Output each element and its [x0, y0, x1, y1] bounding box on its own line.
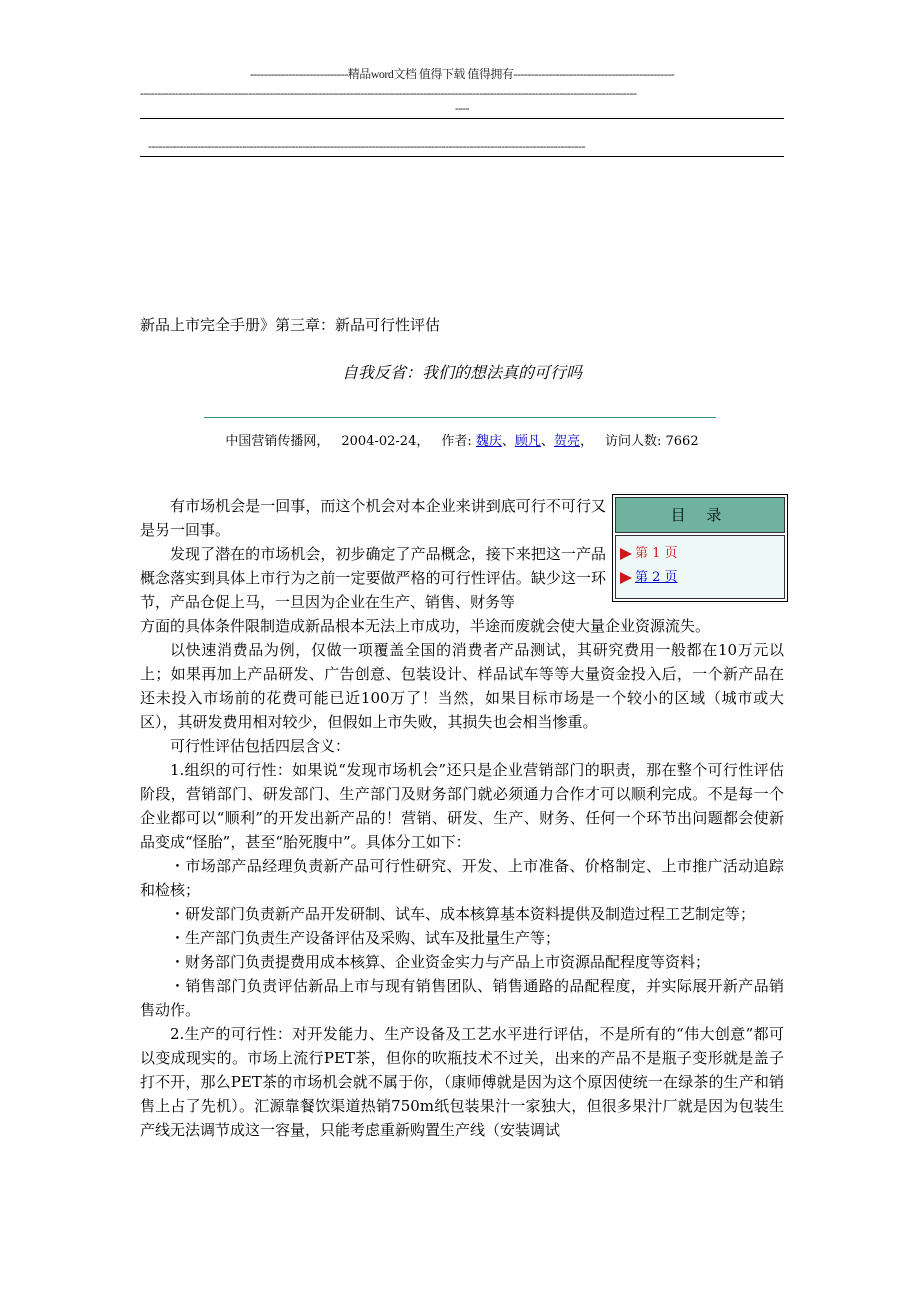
author-link-3[interactable]: 贺亮 — [553, 434, 580, 449]
toc-item-label: 第 1 页 — [635, 546, 678, 561]
header-dash-line-2: ----------------------------------------------------------------------------------------------------------------------------- — [148, 139, 586, 153]
bullet-item: ・市场部产品经理负责新产品可行性研究、开发、上市准备、价格制定、上市推广活动追踪和检核； — [140, 857, 784, 899]
author-link-2[interactable]: 顾凡 — [514, 434, 541, 449]
meta-source: 中国营销传播网， — [225, 434, 330, 449]
paragraph: 可行性评估包括四层含义： — [170, 737, 351, 755]
paragraph: 1.组织的可行性：如果说“发现市场机会”还只是企业营销部门的职责，那在整个可行性评估阶段，营销部门、研发部门、生产部门及财务部门就必须通力合作才可以顺利完成。不是每一个企业都可以“顺利”的开发出新产品的！营销、研发、生产、财务、任何一个环节出问题都会使新品变成“怪胎”，甚至“胎死腹中”。具体分工如下： — [140, 761, 784, 851]
header-dash-tail: ---- — [455, 101, 469, 115]
article-meta — [140, 430, 784, 449]
header-rule-2 — [140, 156, 784, 157]
article-subtitle: 自我反省：我们的想法真的可行吗 — [341, 363, 582, 382]
paragraph: 有市场机会是一回事，而这个机会对本企业来讲到底可行不可行又是另一回事。 — [140, 497, 606, 539]
meta-author-label: 作者: — [441, 434, 472, 449]
author-trail: ， — [579, 434, 593, 449]
bullet-item: ・研发部门负责新产品开发研制、试车、成本核算基本资料提供及制造过程工艺制定等； — [170, 905, 756, 923]
meta-visits-label: 访问人数: — [604, 434, 662, 449]
table-of-contents — [612, 494, 788, 602]
toc-item-link[interactable]: 第 2 页 — [635, 570, 678, 585]
paragraph: 2.生产的可行性：对开发能力、生产设备及工艺水平进行评估，不是所有的“伟大创意”都可以变成现实的。市场上流行PET茶，但你的吹瓶技术不过关，出来的产品不是瓶子变形就是盖子打不开，那么PET茶的市场机会就不属于你，（康师傅就是因为这个原因使统一在绿茶的生产和销售上占了先机）。汇源靠餐饮渠道热销750m纸包装果汁一家独大，但很多果汁厂就是因为包装生产线无法调节成这一容量，只能考虑重新购置生产线（安装调试 — [140, 1025, 784, 1139]
subtitle-divider — [204, 417, 716, 418]
toc-item-page-1[interactable] — [620, 542, 784, 566]
arrow-right-icon — [620, 572, 632, 584]
arrow-right-icon — [620, 548, 632, 560]
paragraph: 发现了潜在的市场机会，初步确定了产品概念，接下来把这一产品概念落实到具体上市行为之前一定要做严格的可行性评估。缺少这一环节，产品仓促上马，一旦因为企业在生产、销售、财务等 — [140, 545, 606, 611]
article-title: 新品上市完全手册》第三章：新品可行性评估 — [140, 316, 441, 334]
paragraph: 以快速消费品为例，仅做一项覆盖全国的消费者产品测试，其研究费用一般都在10万元以上；如果再加上产品研发、广告创意、包装设计、样品试车等等大量资金投入后，一个新产品在还未投入市场前的花费可能已近100万了！当然，如果目标市场是一个较小的区域（城市或大区），其研发费用相对较少，但假如上市失败，其损失也会相当惨重。 — [140, 641, 784, 731]
paragraph: 方面的具体条件限制造成新品根本无法上市成功，半途而废就会使大量企业资源流失。 — [140, 617, 711, 635]
author-sep: 、 — [540, 434, 554, 449]
header-banner: ----------------------------精品word文档 值得下载 值得拥有---------------------------------------------- — [249, 67, 675, 81]
header-dash-line: ---------------------------------------------------------------------------------------------------------------------------------------------- — [140, 86, 637, 100]
toc-list — [615, 535, 785, 599]
header-rule — [140, 118, 784, 119]
author-sep: 、 — [501, 434, 515, 449]
bullet-item: ・财务部门负责提费用成本核算、企业资金实力与产品上市资源品配程度等资料； — [170, 953, 711, 971]
bullet-item: ・生产部门负责生产设备评估及采购、试车及批量生产等； — [170, 929, 561, 947]
meta-visits-count: 7662 — [665, 434, 699, 449]
toc-item-page-2[interactable] — [620, 566, 784, 590]
author-link-1[interactable]: 魏庆 — [475, 434, 502, 449]
bullet-item: ・销售部门负责评估新品上市与现有销售团队、销售通路的品配程度，并实际展开新产品销售动作。 — [140, 977, 784, 1019]
meta-date: 2004-02-24， — [341, 434, 430, 449]
toc-heading: 目 录 — [615, 497, 785, 533]
